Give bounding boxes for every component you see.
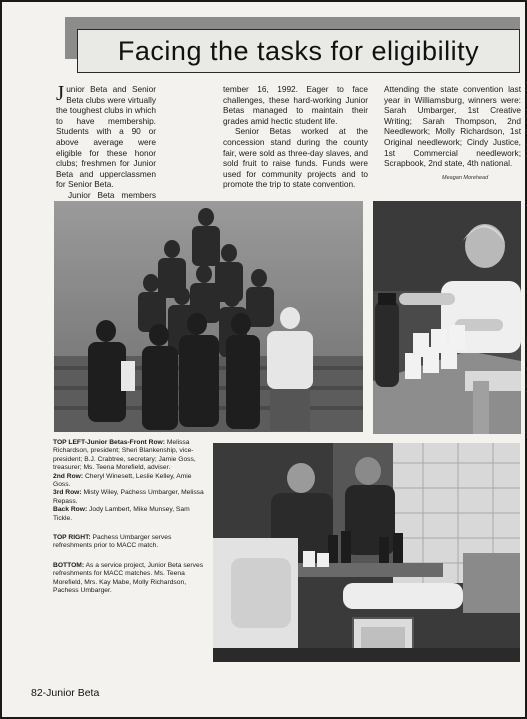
- body-paragraph: Attending the state convention last year in Williamsburg, winners were: Sarah Umbarger, 1st Creative Writing; Sarah Thompson, 2nd Needlework; Molly Richardson, 1st Original needlework; Cindy Justice, 1st Commercial needlework; Scrapbook, 2nd state, 4th national.: [384, 84, 521, 169]
- caption-label: 2nd Row:: [53, 472, 84, 480]
- body-paragraph: Senior Betas worked at the concession stand during the county fair, were sold as three-day slaves, and sold fruit to raise funds. Funds were used for community projects and to promote the trip to state convention.: [223, 126, 368, 190]
- caption-text: Jody Lambert, Mike Munsey, Sam Tickle.: [53, 506, 190, 522]
- caption-label: TOP LEFT-Junior Betas-Front Row:: [53, 439, 165, 446]
- page-title: Facing the tasks for eligibility: [117, 35, 480, 66]
- caption-top-right: [53, 534, 207, 551]
- page-folio: 82-Junior Beta: [31, 687, 100, 699]
- body-paragraph: Junior Beta members: [68, 189, 156, 200]
- caption-text: Melissa Richardson, president; Sheri Blankenship, vice-president; B.J. Crabtree, secretary; Jamie Goss, treasurer; Ms. Teena Morefield, adviser.: [53, 439, 196, 472]
- body-paragraph: unior Beta and Senior Beta clubs were virtually the toughest clubs in which to have membership. Students with a 90 or above average were eligible for these honor clubs; freshmen for Junior Beta and upperclassmen for Senior Beta.: [56, 84, 156, 190]
- caption-label: 3rd Row:: [53, 489, 82, 497]
- refreshments-illustration: [373, 201, 521, 434]
- caption-text: Pachess Umbarger serves refreshments prior to MACC match.: [53, 534, 172, 550]
- macc-refreshments-photo: [213, 443, 520, 662]
- caption-top-left: [53, 439, 207, 523]
- photo-captions: [53, 439, 207, 607]
- caption-text: Cheryl Winesett, Leslie Kelley, Amie Goss.: [53, 472, 192, 489]
- group-photo-junior-betas: [54, 201, 363, 432]
- caption-text: As a service project, Junior Beta serves refreshments for MACC matches. Ms. Teena Morefield, Mrs. Kay Mabe, Molly Richardson, Pachess Umbarger.: [53, 561, 204, 595]
- macc-illustration: [213, 443, 520, 662]
- serving-refreshments-photo: [373, 201, 521, 434]
- body-column-2: [223, 84, 368, 190]
- body-column-3: [384, 84, 521, 169]
- caption-label: TOP RIGHT:: [53, 534, 91, 542]
- headline-box: [77, 29, 520, 73]
- photo-credit: Meagan Morehead: [442, 175, 489, 181]
- body-paragraph: tember 16, 1992. Eager to face challenges, these hard-working Junior Betas managed to maintain their grades amid hectic student life.: [223, 84, 368, 126]
- caption-text: Misty Wiley, Pachess Umbarger, Melissa Repass.: [53, 489, 204, 505]
- caption-label: BOTTOM:: [53, 561, 85, 569]
- caption-label: Back Row:: [53, 506, 88, 514]
- group-photo-illustration: [54, 201, 363, 432]
- caption-bottom: [53, 562, 207, 596]
- drop-cap: J: [56, 81, 65, 105]
